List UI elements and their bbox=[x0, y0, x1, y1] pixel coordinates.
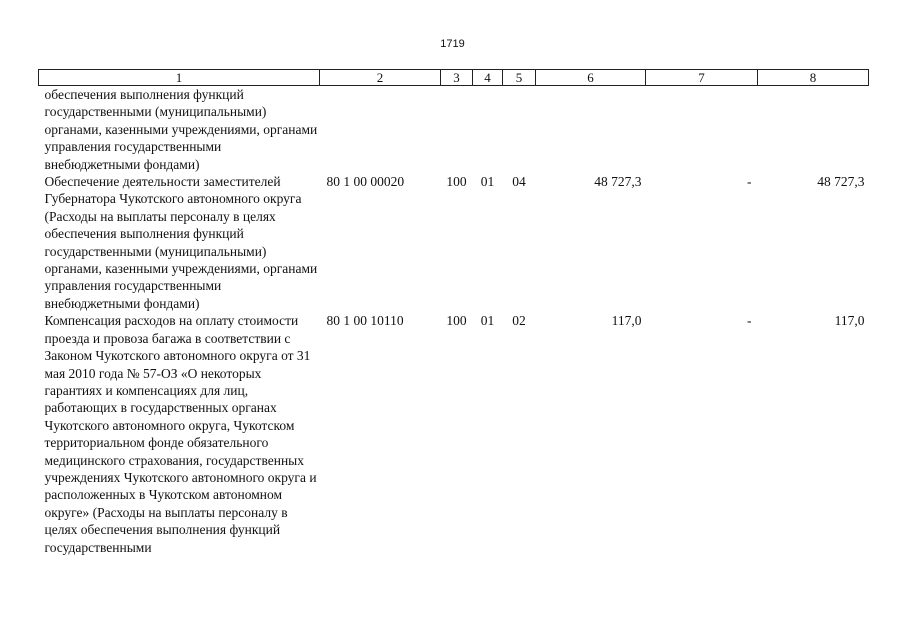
column-header: 3 bbox=[441, 70, 473, 86]
target-article-code: 80 1 00 00020 bbox=[326, 174, 405, 190]
amount-col-8: 48 727,3 bbox=[817, 174, 865, 190]
amount-col-6: 48 727,3 bbox=[594, 174, 642, 190]
target-article-code bbox=[320, 86, 441, 174]
column-header: 2 bbox=[320, 70, 441, 86]
section: 01 bbox=[480, 174, 495, 190]
table-row bbox=[39, 86, 869, 174]
amount-col-7 bbox=[646, 86, 758, 174]
expense-type: 100 bbox=[446, 174, 467, 190]
amount-col-7: - bbox=[747, 313, 752, 329]
table-row bbox=[39, 312, 869, 556]
amount-col-8 bbox=[758, 86, 869, 174]
section: 01 bbox=[480, 313, 495, 329]
column-header: 7 bbox=[646, 70, 758, 86]
row-description: Компенсация расходов на оплату стоимости проезда и провоза багажа в соответствии с Законом Чукотского автономного округа от 31 мая 2010 года № 57-ОЗ «О некоторых гарантиях и компенсациях для лиц, работающих в государственных органах Чукотского автономного округа, Чукотском территориальном фонде обязательного медицинского страхования, государственных учреждениях Чукотского автономного округа и расположенных в Чукотском автономном округе» (Расходы на выплаты персоналу в целях обеспечения выполнения функций государственными bbox=[44, 313, 317, 555]
column-header: 4 bbox=[473, 70, 503, 86]
amount-col-6 bbox=[536, 86, 646, 174]
column-header: 1 bbox=[39, 70, 320, 86]
expense-type: 100 bbox=[446, 313, 467, 329]
page-number: 1719 bbox=[440, 38, 465, 50]
amount-col-8: 117,0 bbox=[834, 313, 865, 329]
column-header: 6 bbox=[536, 70, 646, 86]
column-header: 5 bbox=[503, 70, 536, 86]
target-article-code: 80 1 00 10110 bbox=[326, 313, 404, 329]
section bbox=[473, 86, 503, 174]
budget-table bbox=[38, 69, 869, 556]
subsection: 04 bbox=[512, 174, 526, 190]
column-header: 8 bbox=[758, 70, 869, 86]
subsection: 02 bbox=[512, 313, 526, 329]
table-row bbox=[39, 173, 869, 312]
table-header bbox=[39, 70, 869, 86]
subsection bbox=[503, 86, 536, 174]
row-description: Обеспечение деятельности заместителей Губернатора Чукотского автономного округа (Расходы на выплаты персоналу в целях обеспечения выполнения функций государственными (муниципальными) органами, казенными учреждениями, органами управления государственными внебюджетными фондами) bbox=[44, 174, 318, 311]
expense-type bbox=[441, 86, 473, 174]
amount-col-7: - bbox=[747, 174, 752, 190]
row-description: обеспечения выполнения функций государственными (муниципальными) органами, казенными учреждениями, органами управления государственными внебюджетными фондами) bbox=[44, 87, 318, 172]
column-number-row bbox=[39, 70, 869, 86]
amount-col-6: 117,0 bbox=[611, 313, 642, 329]
